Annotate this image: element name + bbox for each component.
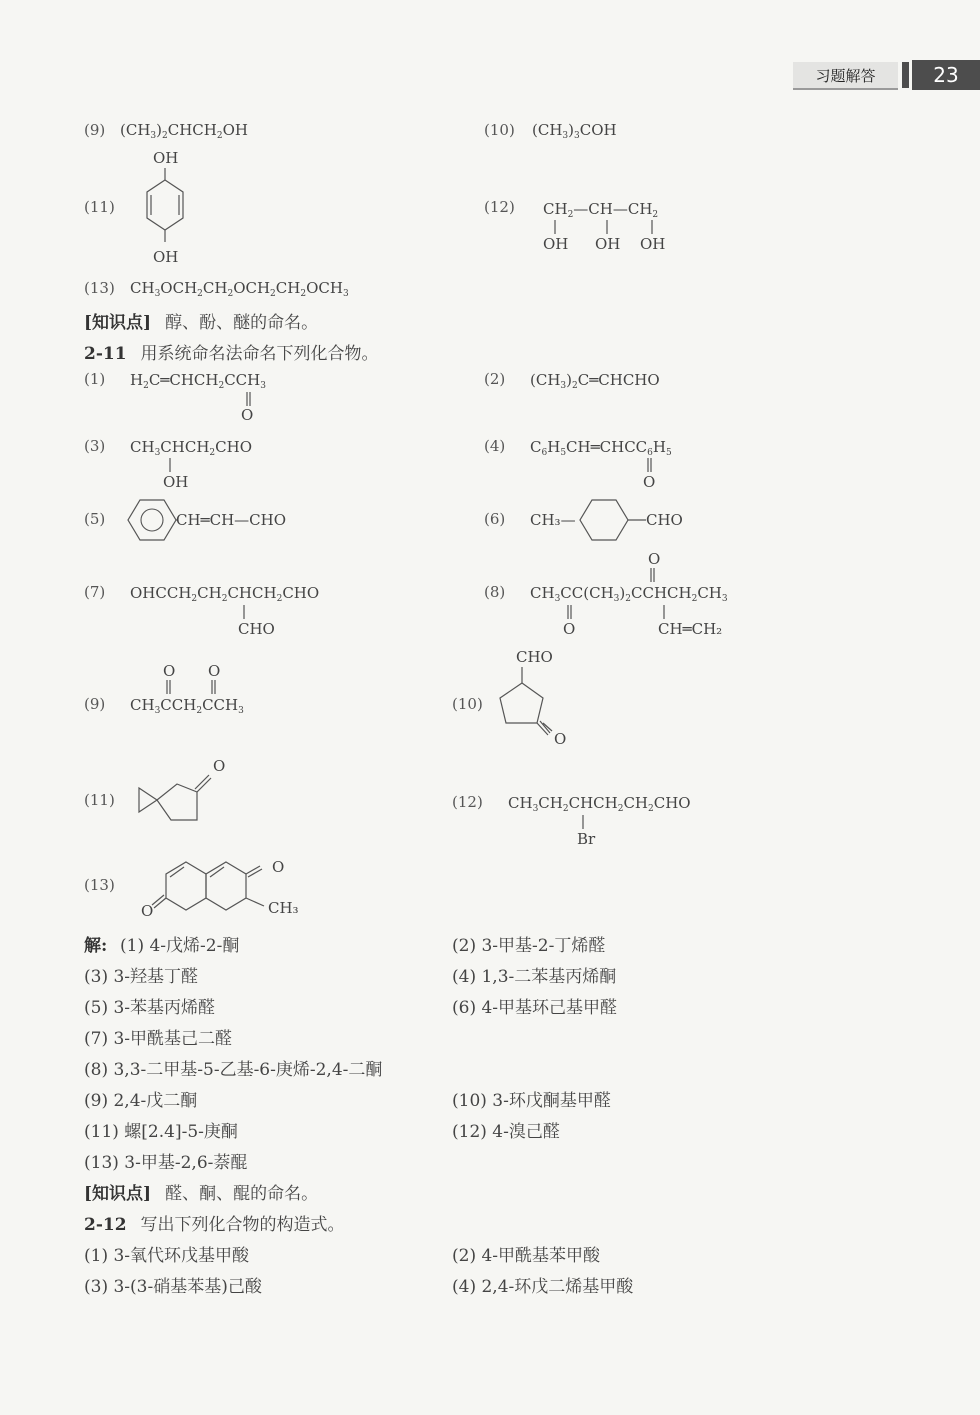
q211-formula-4: $C_6H_5CH═CHCC_6H_5$ xyxy=(530,438,672,458)
item-12-label: (12) xyxy=(484,198,515,216)
q211-formula-2: $(CH_3)_2C═CHCHO$ xyxy=(530,371,660,391)
section-header-tab xyxy=(793,62,898,90)
q211-12-bond xyxy=(578,813,590,831)
answer-item-7: (7) 3-甲酰基己二醛 xyxy=(84,1029,233,1049)
q211-7-branch: CHO xyxy=(238,620,275,638)
q211-4-oxygen: O xyxy=(643,473,656,491)
question-number-2-11: 2-11 xyxy=(84,344,127,364)
q211-label-11: (11) xyxy=(84,791,115,809)
item-11-label: (11) xyxy=(84,198,115,216)
q211-10-oxygen: O xyxy=(554,730,567,748)
answer-item-11: (11) 螺[2.4]-5-庚酮 xyxy=(84,1122,238,1142)
hydroquinone-oh-top: OH xyxy=(153,149,179,167)
q211-9-oxygen-1: O xyxy=(163,662,176,680)
q211-6-methyl: CH₃— xyxy=(530,511,576,529)
glycerol-oh-3: OH xyxy=(640,235,666,253)
q211-label-10: (10) xyxy=(452,695,483,713)
q212-item-2: (2) 4-甲酰基苯甲酸 xyxy=(452,1246,601,1266)
knowledge-text-1: 醇、酚、醚的命名。 xyxy=(165,313,319,333)
header-divider-bar xyxy=(902,62,909,88)
q211-8-top-carbonyl-bond xyxy=(644,566,664,584)
knowledge-label-1: [知识点] xyxy=(84,313,152,333)
q211-7-bond xyxy=(240,603,252,621)
answer-item-3: (3) 3-羟基丁醛 xyxy=(84,967,199,987)
q212-item-1: (1) 3-氧代环戊基甲酸 xyxy=(84,1246,250,1266)
q211-8-vinyl-bond xyxy=(660,603,672,621)
answer-item-2: (2) 3-甲基-2-丁烯醛 xyxy=(452,936,606,956)
q211-formula-12: $CH_3CH_2CHCH_2CH_2CHO$ xyxy=(508,794,691,814)
item-9-formula: $(CH_3)_2CHCH_2OH$ xyxy=(120,121,248,141)
q211-6-aldehyde: CHO xyxy=(646,511,683,529)
answer-item-12: (12) 4-溴己醛 xyxy=(452,1122,560,1142)
section-title: 习题解答 xyxy=(815,66,876,85)
q211-formula-1: $H_2C═CHCH_2CCH_3$ xyxy=(130,371,266,391)
q212-item-3: (3) 3-(3-硝基苯基)己酸 xyxy=(84,1277,262,1297)
answer-item-6: (6) 4-甲基环己基甲醛 xyxy=(452,998,618,1018)
q211-formula-3: $CH_3CHCH_2CHO$ xyxy=(130,438,253,458)
question-prompt-2-11: 用系统命名法命名下列化合物。 xyxy=(140,344,379,364)
q212-item-4: (4) 2,4-环戊二烯基甲酸 xyxy=(452,1277,634,1297)
knowledge-text-2: 醛、酮、醌的命名。 xyxy=(165,1184,319,1204)
cyclopentanone-ring-icon xyxy=(490,665,580,750)
item-10-formula: $(CH_3)_3COH$ xyxy=(532,121,617,141)
knowledge-label-2: [知识点] xyxy=(84,1184,152,1204)
q211-formula-7: $OHCCH_2CH_2CHCH_2CHO$ xyxy=(130,584,320,604)
answer-item-4: (4) 1,3-二苯基丙烯酮 xyxy=(452,967,617,987)
q211-8-top-oxygen: O xyxy=(648,550,661,568)
q211-5-chain: CH═CH—CHO xyxy=(176,511,287,529)
q211-13-oxygen-left: O xyxy=(141,902,154,920)
item-13-formula: $CH_3OCH_2CH_2OCH_2CH_2OCH_3$ xyxy=(130,279,349,299)
q211-13-oxygen-right: O xyxy=(272,858,285,876)
q211-1-oxygen: O xyxy=(241,406,254,424)
q211-11-oxygen: O xyxy=(213,757,226,775)
q211-label-6: (6) xyxy=(484,510,506,528)
glycerol-oh-2: OH xyxy=(595,235,621,253)
q211-label-3: (3) xyxy=(84,437,106,455)
question-prompt-2-12: 写出下列化合物的构造式。 xyxy=(140,1215,345,1235)
q211-label-4: (4) xyxy=(484,437,506,455)
glycerol-oh-1: OH xyxy=(543,235,569,253)
q211-3-bond xyxy=(165,456,177,474)
q211-4-carbonyl-bond xyxy=(642,456,662,474)
item-13-label: (13) xyxy=(84,279,115,297)
item-10-label: (10) xyxy=(484,121,515,139)
answer-item-13: (13) 3-甲基-2,6-萘醌 xyxy=(84,1153,248,1173)
glycerol-chain: $CH_2—CH—CH_2$ xyxy=(543,200,659,220)
q211-label-8: (8) xyxy=(484,583,506,601)
hydroquinone-oh-bottom: OH xyxy=(153,248,179,266)
answer-item-8: (8) 3,3-二甲基-5-乙基-6-庚烯-2,4-二酮 xyxy=(84,1060,383,1080)
q211-label-2: (2) xyxy=(484,370,506,388)
q211-label-12: (12) xyxy=(452,793,483,811)
item-9-label: (9) xyxy=(84,121,106,139)
hydroquinone-ring xyxy=(135,168,195,248)
q211-label-1: (1) xyxy=(84,370,106,388)
q211-9-oxygen-2: O xyxy=(208,662,221,680)
q211-label-13: (13) xyxy=(84,876,115,894)
q211-12-bromine: Br xyxy=(577,830,596,848)
answer-label: 解: xyxy=(84,936,108,956)
q211-label-9: (9) xyxy=(84,695,106,713)
q211-label-7: (7) xyxy=(84,583,106,601)
q211-8-left-carbonyl-bond xyxy=(562,603,582,621)
q211-label-5: (5) xyxy=(84,510,106,528)
question-number-2-12: 2-12 xyxy=(84,1215,127,1235)
q211-10-aldehyde: CHO xyxy=(516,648,553,666)
page-number: 23 xyxy=(912,60,980,90)
answer-item-9: (9) 2,4-戊二酮 xyxy=(84,1091,198,1111)
q211-8-bottom-oxygen: O xyxy=(563,620,576,638)
q211-formula-8: $CH_3CC(CH_3)_2CCHCH_2CH_3$ xyxy=(530,584,728,604)
answer-item-5: (5) 3-苯基丙烯醛 xyxy=(84,998,216,1018)
answer-item-1: (1) 4-戊烯-2-酮 xyxy=(120,936,240,956)
q211-8-vinyl: CH═CH₂ xyxy=(658,620,723,638)
q211-13-methyl: CH₃ xyxy=(268,899,299,917)
q211-formula-9: $CH_3CCH_2CCH_3$ xyxy=(130,696,244,716)
q211-3-hydroxyl: OH xyxy=(163,473,189,491)
answer-item-10: (10) 3-环戊酮基甲醛 xyxy=(452,1091,611,1111)
benzene-ring-icon xyxy=(128,497,178,543)
spiro-heptanone-icon xyxy=(135,770,225,830)
cyclohexane-ring-icon xyxy=(578,497,650,543)
q211-9-carbonyl-bonds xyxy=(160,678,230,696)
